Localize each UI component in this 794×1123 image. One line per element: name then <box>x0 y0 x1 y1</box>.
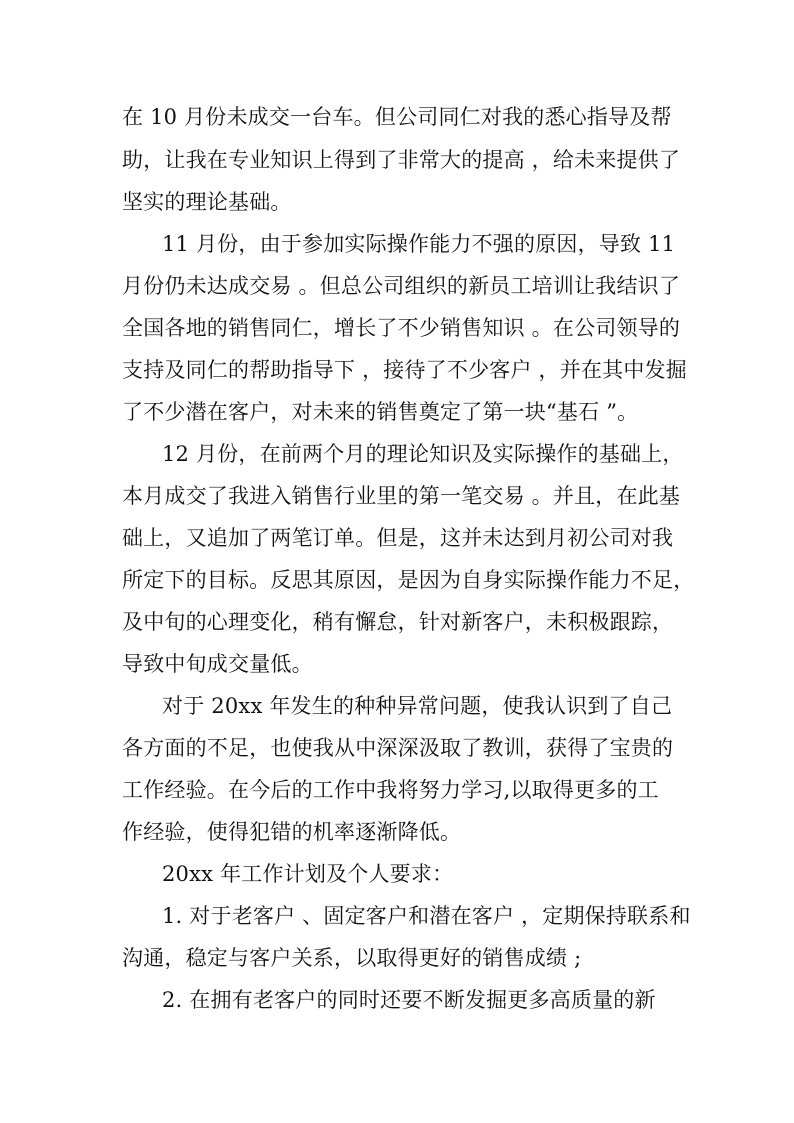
paragraph-start-line: 对于 20xx 年发生的种种异常问题，使我认识到了自己 <box>162 694 673 718</box>
text-line: 助，让我在专业知识上得到了非常大的提高 ，给未来提供了 <box>122 148 681 172</box>
list-item-1: 1. 对于老客户 、固定客户和潜在客户 ，定期保持联系和 <box>162 904 691 928</box>
text-line: 沟通，稳定与客户关系，以取得更好的销售成绩 ; <box>122 946 582 970</box>
text-line: 月份仍未达成交易 。但总公司组织的新员工培训让我结识了 <box>122 274 681 298</box>
text-line: 在 10 月份未成交一台车。但公司同仁对我的悉心指导及帮 <box>122 105 672 129</box>
paragraph-start-line: 11 月份，由于参加实际操作能力不强的原因，导致 11 <box>162 232 676 256</box>
text-line: 作经验，使得犯错的机率逐渐降低。 <box>122 820 462 844</box>
text-line: 本月成交了我进入销售行业里的第一笔交易 。并且，在此基 <box>122 484 681 508</box>
text-line: 坚实的理论基础。 <box>122 190 292 214</box>
text-line: 所定下的目标。反思其原因，是因为自身实际操作能力不足， <box>122 568 695 592</box>
text-line: 导致中旬成交量低。 <box>122 652 313 676</box>
text-line: 支持及同仁的帮助指导下 ，接待了不少客户 ，并在其中发掘 <box>122 358 687 382</box>
text-line: 了不少潜在客户，对未来的销售奠定了第一块“基石 ”。 <box>122 400 639 424</box>
list-item-2: 2. 在拥有老客户的同时还要不断发掘更多高质量的新 <box>162 988 656 1012</box>
text-line: 础上，又追加了两笔订单。但是，这并未达到月初公司对我 <box>122 526 674 550</box>
paragraph-start-line: 12 月份，在前两个月的理论知识及实际操作的基础上， <box>162 442 684 466</box>
text-line: 及中旬的心理变化，稍有懈怠，针对新客户，未积极跟踪， <box>122 610 674 634</box>
text-line: 各方面的不足，也使我从中深深汲取了教训，获得了宝贵的 <box>122 736 674 760</box>
text-line: 全国各地的销售同仁，增长了不少销售知识 。在公司领导的 <box>122 316 681 340</box>
text-line: 工作经验。在今后的工作中我将努力学习,以取得更多的工 <box>122 778 659 802</box>
section-heading: 20xx 年工作计划及个人要求： <box>162 862 454 886</box>
